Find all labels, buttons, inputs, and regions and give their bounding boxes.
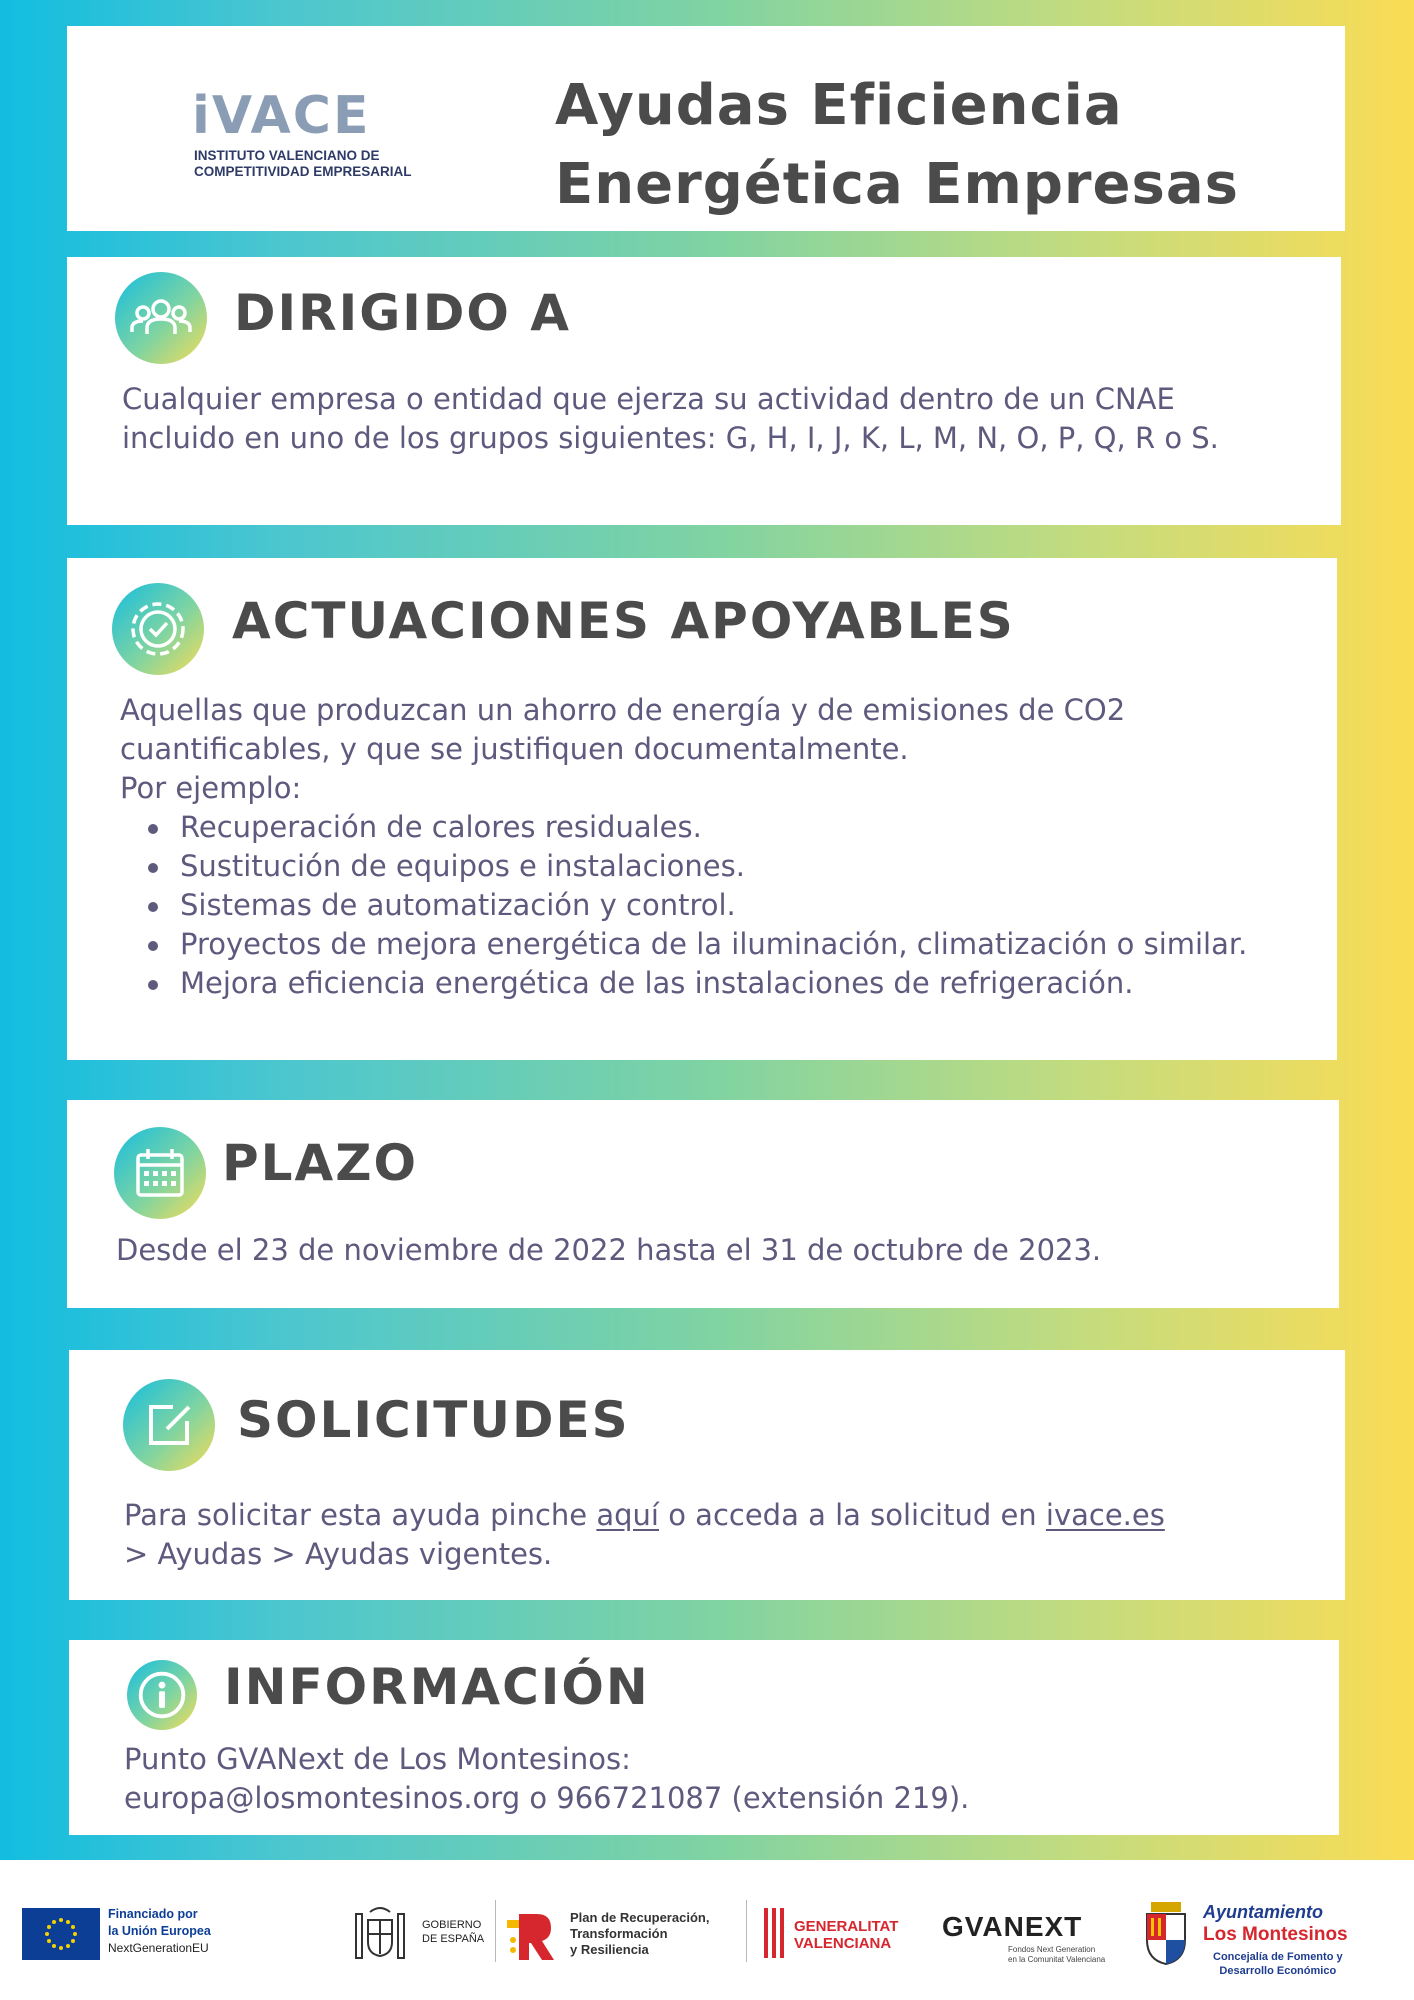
page-title (555, 66, 1315, 224)
solicitudes-text-part: > Ayudas > Ayudas vigentes. (124, 1537, 553, 1571)
eu-text-line-3: NextGenerationEU (108, 1941, 209, 1955)
section-solicitudes-text (124, 1496, 1314, 1574)
section-heading: INFORMACIÓN (224, 1658, 650, 1716)
gobierno-line-2: DE ESPAÑA (422, 1933, 485, 1945)
gvanext-sub-line-2: en la Comunitat Valenciana (1008, 1955, 1106, 1964)
list-item: Sistemas de automatización y control. (180, 886, 1310, 925)
section-heading: PLAZO (222, 1134, 418, 1192)
recovery-plan-logo-icon (505, 1906, 563, 1962)
list-item: Proyectos de mejora energética de la iluminación, climatización o similar. (180, 925, 1310, 964)
generalitat-emblem-icon (760, 1904, 788, 1962)
list-item: Recuperación de calores residuales. (180, 808, 1310, 847)
ayuntamiento-label: Ayuntamiento (1203, 1902, 1324, 1922)
section-informacion-card (69, 1640, 1339, 1835)
gvanext-sub-line-1: Fondos Next Generation (1008, 1945, 1096, 1954)
list-item: Mejora eficiencia energética de las instalaciones de refrigeración. (180, 964, 1310, 1003)
gvanext-subtitle (1008, 1945, 1105, 1965)
ivace-logo-subtitle-line-1: INSTITUTO VALENCIANO DE (194, 148, 380, 163)
section-actuaciones-card (67, 558, 1337, 1060)
calendar-icon (114, 1127, 206, 1219)
plan-line-3: y Resiliencia (570, 1942, 649, 1957)
generalitat-line-2: VALENCIANA (794, 1935, 892, 1952)
eu-flag-icon (22, 1908, 100, 1960)
section-heading: DIRIGIDO A (234, 284, 571, 342)
plan-line-2: Transformación (570, 1926, 668, 1941)
informacion-line-1: Punto GVANext de Los Montesinos: (124, 1742, 631, 1776)
gobierno-text (422, 1918, 484, 1946)
divider (495, 1900, 496, 1962)
section-plazo-text: Desde el 23 de noviembre de 2022 hasta el 31 de octubre de 2023. (116, 1233, 1102, 1267)
solicitudes-text-part: Para solicitar esta ayuda pinche (124, 1498, 597, 1532)
actuaciones-example-label: Por ejemplo: (120, 771, 302, 805)
section-informacion-text (124, 1740, 1314, 1818)
divider (746, 1900, 747, 1962)
los-montesinos-shield-icon (1143, 1900, 1189, 1966)
section-heading: SOLICITUDES (237, 1391, 630, 1449)
ivace-logo (192, 86, 412, 196)
eu-text-line-1: Financiado por (108, 1907, 198, 1921)
list-item: Sustitución de equipos e instalaciones. (180, 847, 1310, 886)
ivace-logo-subtitle (194, 148, 424, 180)
los-montesinos-label: Los Montesinos (1203, 1924, 1348, 1945)
generalitat-text (794, 1918, 898, 1952)
eu-funding-text (108, 1906, 211, 1957)
page-title-line-2: Energética Empresas (555, 152, 1239, 217)
section-solicitudes-card (69, 1350, 1345, 1600)
section-dirigido-text: Cualquier empresa o entidad que ejerza su actividad dentro de un CNAE incluido en uno de los grupos siguientes: G, H, I, J, K, L, M, N, O, P, Q, R o S. (122, 382, 1219, 455)
concejalia-line-2: Desarrollo Económico (1219, 1965, 1337, 1977)
actuaciones-intro: Aquellas que produzcan un ahorro de energía y de emisiones de CO2 cuantificables, y que se justifiquen documentalmente. (120, 693, 1126, 766)
header-card (67, 26, 1345, 231)
edit-icon (123, 1379, 215, 1471)
gobierno-line-1: GOBIERNO (422, 1919, 482, 1931)
actuaciones-list (120, 808, 1310, 1003)
spain-coat-of-arms-icon (350, 1902, 410, 1966)
page-title-line-1: Ayudas Eficiencia (555, 73, 1123, 138)
plan-line-1: Plan de Recuperación, (570, 1910, 710, 1925)
generalitat-line-1: GENERALITAT (794, 1918, 899, 1935)
link-aqui[interactable]: aquí (596, 1498, 659, 1532)
solicitudes-text-part: o acceda a la solicitud en (659, 1498, 1046, 1532)
gear-check-icon (112, 583, 204, 675)
concejalia-line-1: Concejalía de Fomento y (1213, 1951, 1343, 1963)
footer-logos (0, 1860, 1414, 2000)
recovery-plan-text (570, 1910, 709, 1958)
gvanext-logo: GVANEXT (942, 1911, 1083, 1942)
section-actuaciones-text (120, 691, 1310, 1003)
section-plazo-card (67, 1100, 1339, 1308)
eu-text-line-2: la Unión Europea (108, 1924, 211, 1938)
informacion-contact: europa@losmontesinos.org o 966721087 (extensión 219). (124, 1781, 970, 1815)
ivace-logo-subtitle-line-2: COMPETITIVIDAD EMPRESARIAL (194, 164, 412, 179)
section-heading: ACTUACIONES APOYABLES (232, 592, 1015, 650)
concejalia-text (1213, 1950, 1343, 1978)
info-icon (127, 1660, 197, 1730)
people-group-icon (115, 272, 207, 364)
ivace-logo-word: iVACE (192, 86, 371, 146)
link-ivace-es[interactable]: ivace.es (1045, 1498, 1165, 1532)
section-dirigido-card (67, 257, 1341, 525)
